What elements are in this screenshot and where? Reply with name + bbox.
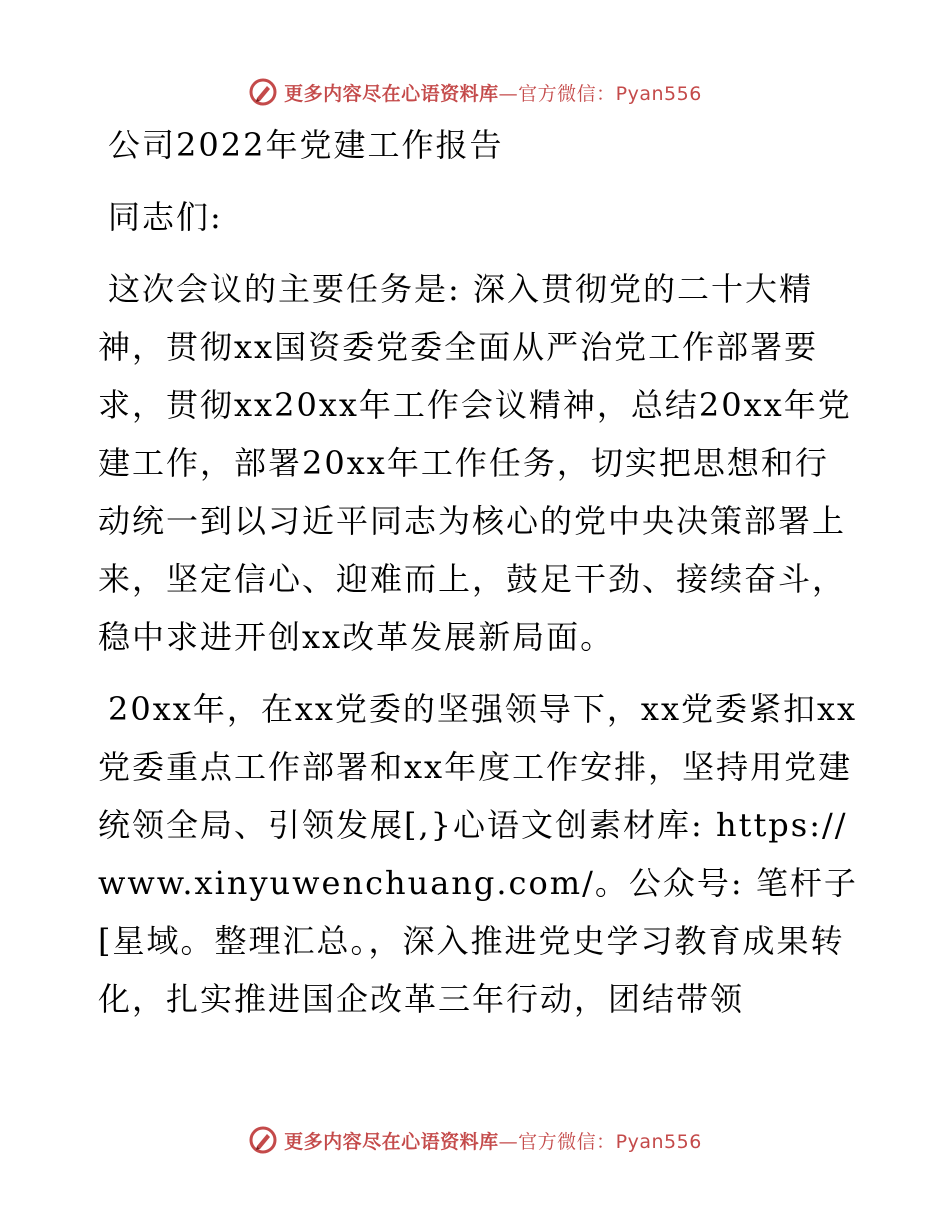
document-body	[98, 116, 858, 1042]
footer-watermark	[0, 1120, 950, 1160]
pen-circle-logo-icon	[248, 77, 278, 107]
watermark-text	[284, 1127, 702, 1154]
watermark-text	[284, 79, 702, 106]
header-watermark	[0, 72, 950, 112]
paragraph-1: 这次会议的主要任务是: 深入贯彻党的二十大精神，贯彻xx国资委党委全面从严治党工作部署要求，贯彻xx20xx年工作会议精神，总结20xx年党建工作，部署20xx年工作任务，切实把思想和行动统一到以习近平同志为核心的党中央决策部署上来，坚定信心、迎难而上，鼓足干劲、接续奋斗，稳中求进开创xx改革发展新局面。	[98, 270, 852, 656]
watermark-main-text: 更多内容尽在心语资料库	[284, 82, 499, 105]
paragraph-2: 20xx年，在xx党委的坚强领导下，xx党委紧扣xx党委重点工作部署和xx年度工作安排，坚持用党建统领全局、引领发展[,}心语文创素材库: https://www.xinyuwenchuang.com/。公众号: 笔杆子[星域。整理汇总。，深入推进党史学习教育成果转化，扎实推进国企改革三年行动，团结带领	[98, 690, 858, 1018]
pen-circle-logo-icon	[248, 1125, 278, 1155]
watermark-contact: 官方微信：Pyan556	[518, 82, 702, 105]
document-title: 公司2022年党建工作报告	[108, 126, 504, 164]
watermark-separator: —	[498, 1130, 519, 1153]
watermark-contact: 官方微信：Pyan556	[518, 1130, 702, 1153]
document-greeting: 同志们:	[108, 198, 223, 236]
watermark-separator: —	[498, 82, 519, 105]
watermark-main-text: 更多内容尽在心语资料库	[284, 1130, 499, 1153]
